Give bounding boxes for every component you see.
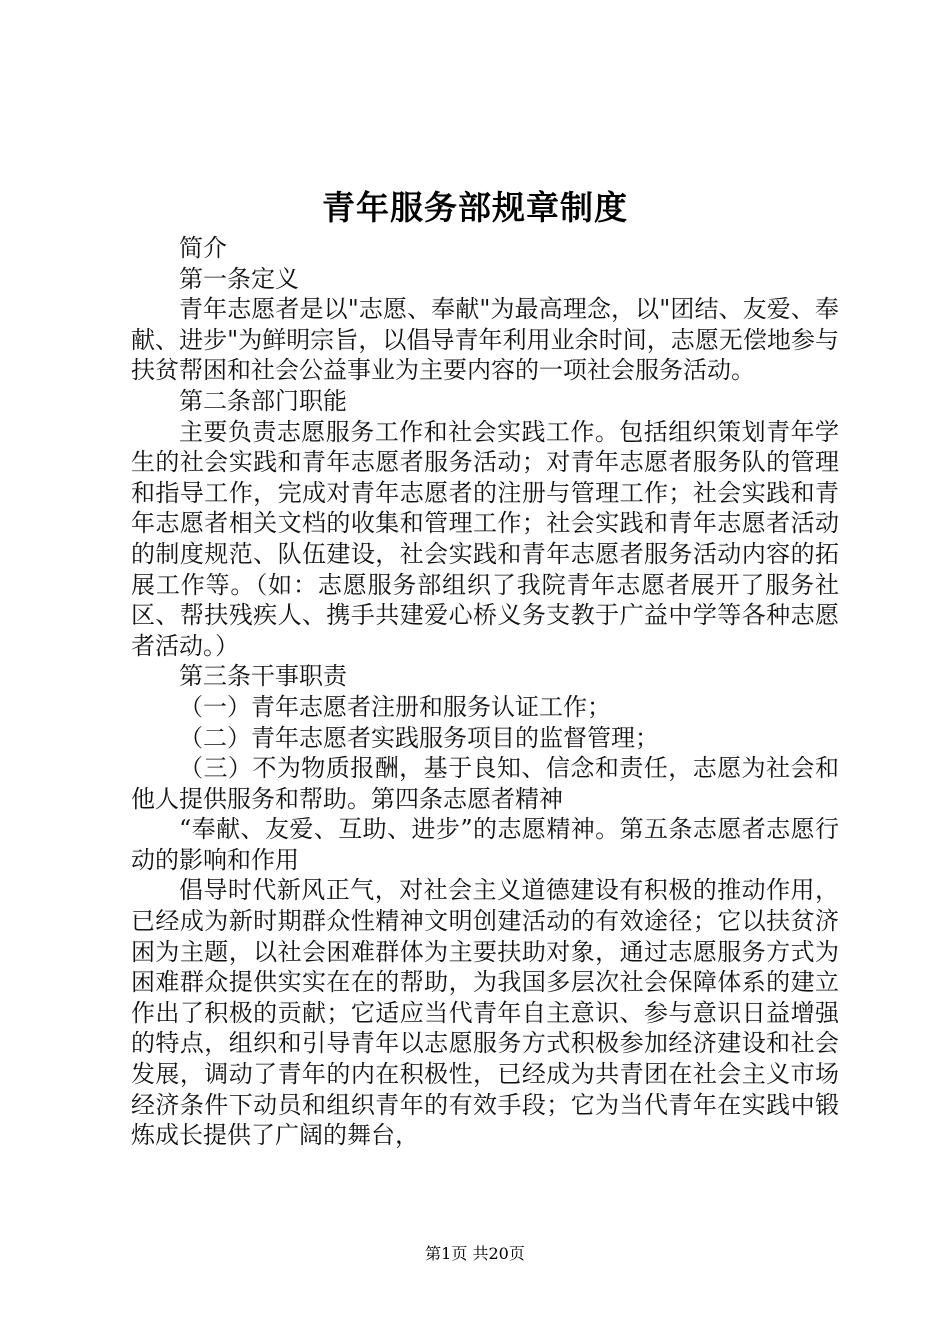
paragraph-functions: 主要负责志愿服务工作和社会实践工作。包括组织策划青年学生的社会实践和青年志愿者服务活动；对青年志愿者服务队的管理和指导工作，完成对青年志愿者的注册与管理工作；社会实践和青年志愿者相关文档的收集和管理工作；社会实践和青年志愿者活动的制度规范、队伍建设，社会实践和青年志愿者服务活动内容的拓展工作等。（如：志愿服务部组织了我院青年志愿者展开了服务社区、帮扶残疾人、携手共建爱心桥义务支教于广益中学等各种志愿者活动。）	[131, 417, 839, 660]
page-footer	[0, 1241, 950, 1264]
heading-article-2: 第二条部门职能	[179, 386, 347, 415]
document-body	[131, 233, 839, 1151]
heading-article-1: 第一条定义	[179, 264, 299, 293]
paragraph-impact: 倡导时代新风正气，对社会主义道德建设有积极的推动作用，已经成为新时期群众性精神文明创建活动的有效途径；它以扶贫济困为主题，以社会困难群体为主要扶助对象，通过志愿服务方式为困难群众提供实实在在的帮助，为我国多层次社会保障体系的建立作出了积极的贡献；它适应当代青年自主意识、参与意识日益增强的特点，组织和引导青年以志愿服务方式积极参加经济建设和社会发展，调动了青年的内在积极性，已经成为共青团在社会主义市场经济条件下动员和组织青年的有效手段；它为当代青年在实践中锻炼成长提供了广阔的舞台，	[131, 876, 839, 1150]
paragraph-spirit: “奉献、友爱、互助、进步”的志愿精神。第五条志愿者志愿行动的影响和作用	[131, 815, 839, 874]
list-item-duty-3: （三）不为物质报酬，基于良知、信念和责任，志愿为社会和他人提供服务和帮助。第四条志愿者精神	[131, 754, 839, 813]
page-total: 共20页	[472, 1244, 525, 1263]
document-title: 青年服务部规章制度	[322, 188, 628, 227]
page-number: 第1页	[425, 1244, 468, 1263]
paragraph-definition: 青年志愿者是以"志愿、奉献"为最高理念，以"团结、友爱、奉献、进步"为鲜明宗旨，以倡导青年利用业余时间，志愿无偿地参与扶贫帮困和社会公益事业为主要内容的一项社会服务活动。	[131, 295, 839, 385]
list-item-duty-2: （二）青年志愿者实践服务项目的监督管理；	[179, 723, 659, 752]
list-item-duty-1: （一）青年志愿者注册和服务认证工作；	[179, 692, 611, 721]
heading-article-3: 第三条干事职责	[179, 662, 347, 691]
paragraph-intro: 简介	[179, 234, 227, 262]
